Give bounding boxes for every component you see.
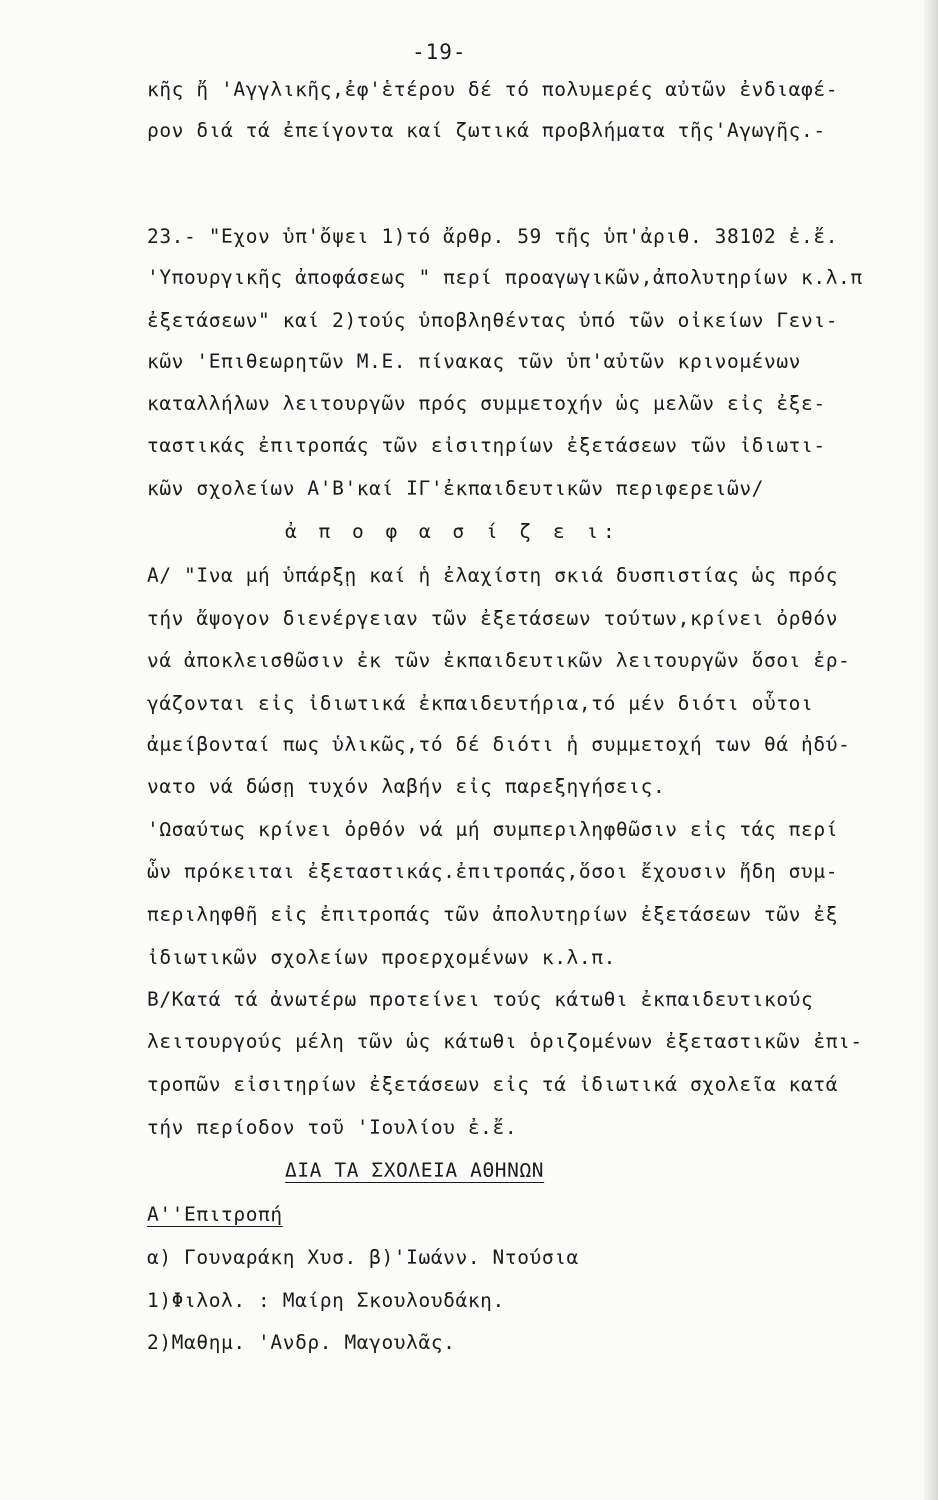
text-line: 'Υπουργικῆς ἀποφάσεως " περί προαγωγικῶν,ἀπολυτηρίων κ.λ.π: [147, 266, 863, 289]
text-line: κῆς ἤ 'Αγγλικῆς,ἐφ'ἑτέρου δέ τό πολυμερές αὐτῶν ἐνδιαφέ-: [147, 78, 839, 101]
text-line: περιληφθῆ εἰς ἐπιτροπάς τῶν ἀπολυτηρίων ἐξετάσεων τῶν ἐξ: [147, 903, 839, 926]
text-line: καταλλήλων λειτουργῶν πρός συμμετοχήν ὡς μελῶν εἰς ἐξε-: [147, 392, 826, 415]
text-line: 'Ωσαύτως κρίνει ὀρθόν νά μή συμπεριληφθῶσιν εἰς τάς περί: [147, 818, 839, 841]
text-line: ἐξετάσεων" καί 2)τούς ὑποβληθέντας ὑπό τῶν οἰκείων Γενι-: [147, 309, 839, 332]
text-line: γάζονται εἰς ἰδιωτικά ἐκπαιδευτήρια,τό μέν διότι οὗτοι: [147, 692, 814, 715]
text-line: τροπῶν εἰσιτηρίων ἐξετάσεων εἰς τά ἰδιωτικά σχολεῖα κατά: [147, 1073, 839, 1096]
text-line: ἰδιωτικῶν σχολείων προερχομένων κ.λ.π.: [147, 946, 616, 969]
committee-line: α) Γουναράκη Χυσ. β)'Ιωάνν. Ντούσια: [147, 1246, 579, 1269]
text-line: 23.- "Εχον ὑπ'ὄψει 1)τό ἄρθρ. 59 τῆς ὑπ'ἀριθ. 38102 ἐ.ἔ.: [147, 225, 839, 248]
text-line: τήν περίοδον τοῦ 'Ιουλίου ἐ.ἔ.: [147, 1116, 518, 1139]
committee-line: 1)Φιλολ. : Μαίρη Σκουλουδάκη.: [147, 1289, 505, 1312]
page-edge: [924, 0, 938, 1500]
committee-line: 2)Μαθημ. 'Ανδρ. Μαγουλᾶς.: [147, 1331, 456, 1354]
decision-heading: ἀ π ο φ α σ ί ζ ε ι:: [285, 520, 620, 543]
section-heading: ΔΙΑ ΤΑ ΣΧΟΛΕΙΑ ΑΘΗΝΩΝ: [285, 1159, 545, 1182]
text-line: ὧν πρόκειται ἐξεταστικάς.ἐπιτροπάς,ὅσοι ἔχουσιν ἤδη συμ-: [147, 860, 839, 883]
text-line: νατο νά δώσῃ τυχόν λαβήν εἰς παρεξηγήσεις.: [147, 775, 666, 798]
text-line: τήν ἄψογον διενέργειαν τῶν ἐξετάσεων τούτων,κρίνει ὀρθόν: [147, 607, 839, 630]
text-line: νά ἀποκλεισθῶσιν ἐκ τῶν ἐκπαιδευτικῶν λειτουργῶν ὅσοι ἐρ-: [147, 649, 851, 672]
page-number: -19-: [412, 40, 467, 64]
text-line: ἀμείβονταί πως ὑλικῶς,τό δέ διότι ἡ συμμετοχή των θά ἠδύ-: [147, 733, 851, 756]
committee-heading: Α''Επιτροπή: [147, 1203, 283, 1226]
text-line: Β/Κατά τά ἀνωτέρω προτείνει τούς κάτωθι ἐκπαιδευτικούς: [147, 988, 814, 1011]
text-line: ταστικάς ἐπιτροπάς τῶν εἰσιτηρίων ἐξετάσεων τῶν ἰδιωτι-: [147, 434, 826, 457]
text-line: κῶν 'Επιθεωρητῶν Μ.Ε. πίνακας τῶν ὑπ'αὐτῶν κρινομένων: [147, 350, 802, 373]
text-line: κῶν σχολείων Α'Β'καί ΙΓ'ἐκπαιδευτικῶν περιφερειῶν/: [147, 477, 764, 500]
text-line: λειτουργούς μέλη τῶν ὡς κάτωθι ὁριζομένων ἐξεταστικῶν ἐπι-: [147, 1030, 863, 1053]
text-line: Α/ "Ινα μή ὑπάρξῃ καί ἡ ἐλαχίστη σκιά δυσπιστίας ὡς πρός: [147, 564, 839, 587]
text-line: ρον διά τά ἐπείγοντα καί ζωτικά προβλήματα τῆς'Αγωγῆς.-: [147, 119, 826, 142]
